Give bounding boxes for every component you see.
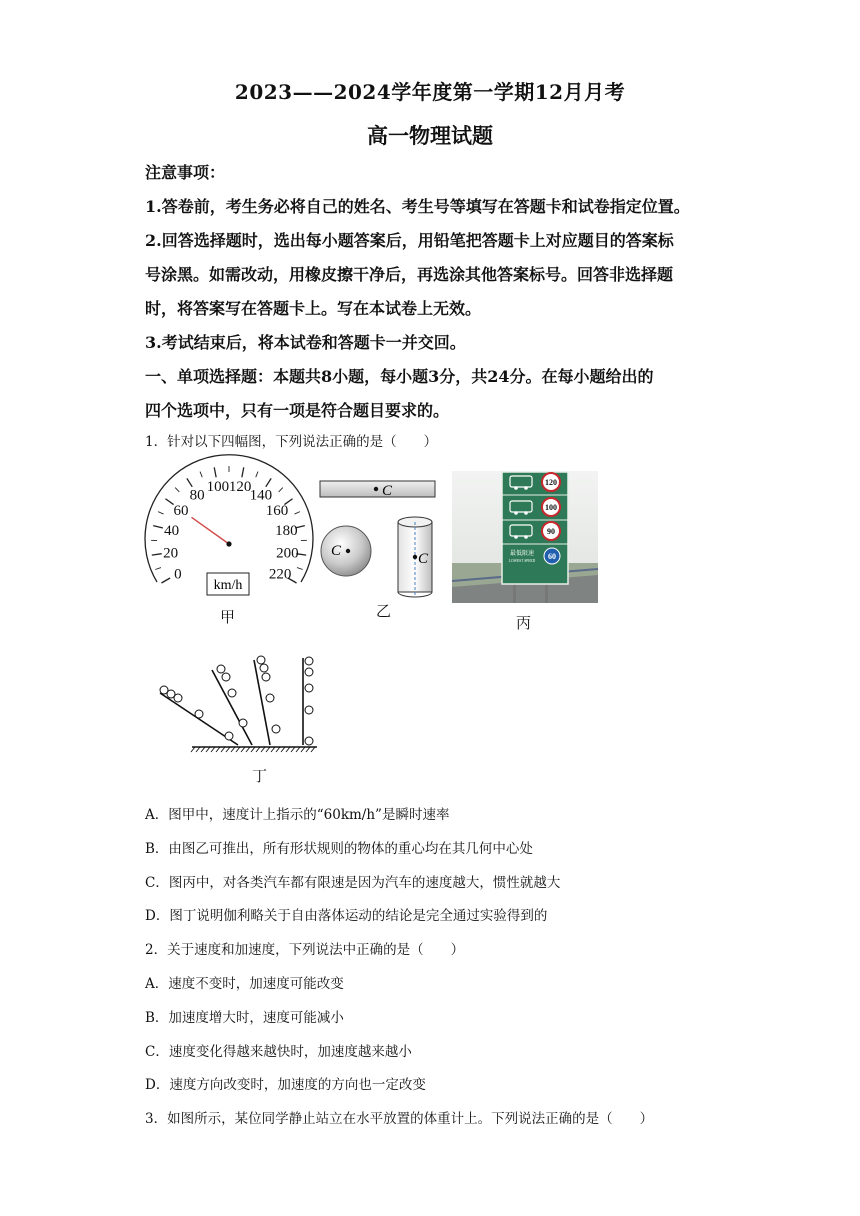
section-heading: 一、单项选择题：本题共8小题，每小题3分，共24分。在每小题给出的	[145, 367, 654, 386]
speedometer-tick	[175, 488, 179, 492]
speedometer-tick-label: 220	[268, 566, 292, 583]
speedometer-tick-label: 120	[228, 479, 252, 496]
center-of-gravity-figure	[318, 478, 448, 618]
section-heading-cont: 四个选项中，只有一项是符合题目要求的。	[145, 401, 450, 420]
speedometer-tick	[200, 472, 202, 478]
speedometer-unit-label: km/h	[213, 578, 243, 593]
sphere-center-dot	[346, 549, 350, 553]
speedometer-hub	[226, 541, 231, 546]
question-3-stem: 3．如图所示，某位同学静止站立在水平放置的体重计上。下列说法正确的是（ ）	[145, 1111, 654, 1127]
inclined-plane-figure	[155, 655, 325, 755]
speedometer-tick	[294, 512, 299, 514]
speedometer-tick	[158, 512, 163, 514]
car-wheel-icon	[524, 486, 528, 490]
question-2-option-a: A．速度不变时，加速度可能改变	[145, 976, 344, 992]
speedometer-tick	[256, 472, 258, 478]
speedometer-tick	[214, 467, 216, 477]
sphere-center-label: C	[331, 543, 342, 559]
speedometer-tick-label: 40	[164, 523, 180, 540]
question-1-stem: 1．针对以下四幅图，下列说法正确的是（ ）	[145, 434, 438, 450]
question-1-option-a: A．图甲中，速度计上指示的“60km/h”是瞬时速率	[145, 807, 450, 823]
sign-min-speed-subtext: LOWEST SPEED	[508, 559, 536, 563]
cylinder-center-label: C	[418, 551, 429, 567]
speed-limit-value: 90	[547, 527, 555, 536]
speedometer-tick-label: 80	[189, 487, 205, 504]
figure-ding-caption: 丁	[252, 767, 268, 785]
bar-center-label: C	[382, 483, 393, 499]
speedometer-tick-label: 200	[276, 545, 299, 562]
balls-incline-1	[160, 686, 233, 740]
speedometer-tick	[153, 526, 163, 528]
speedometer-tick	[297, 568, 303, 570]
speedometer-tick-label: 60	[173, 502, 189, 519]
speedometer-tick	[155, 568, 161, 570]
cylinder-center-dot	[413, 555, 417, 559]
sign-min-speed-text: 最低限速	[509, 551, 535, 557]
speedometer-tick	[152, 554, 162, 555]
notice-item-3: 3.考试结束后，将本试卷和答题卡一并交回。	[145, 333, 466, 352]
bus-wheel-icon	[524, 511, 528, 515]
question-2-option-c: C．速度变化得越来越快时，加速度越来越小	[145, 1044, 412, 1060]
truck-wheel-icon	[524, 535, 528, 539]
notice-heading: 注意事项：	[145, 163, 226, 182]
speedometer-tick-label: 100	[206, 479, 230, 496]
speedometer-tick-labels	[163, 479, 299, 582]
min-speed-value: 60	[548, 552, 556, 561]
car-wheel-icon	[514, 486, 518, 490]
truck-wheel-icon	[514, 535, 518, 539]
question-1-option-c: C．图丙中，对各类汽车都有限速是因为汽车的速度越大，惯性就越大	[145, 875, 561, 891]
sign-post-right	[545, 583, 548, 603]
speedometer-tick-label: 140	[249, 487, 273, 504]
speedometer-tick	[165, 499, 173, 505]
bus-wheel-icon	[514, 511, 518, 515]
question-2-option-d: D．速度方向改变时，加速度的方向也一定改变	[145, 1077, 426, 1093]
incline-3	[254, 660, 270, 745]
question-2-option-b: B．加速度增大时，速度可能减小	[145, 1010, 344, 1026]
exam-title: 2023——2024学年度第一学期12月月考	[234, 80, 626, 104]
speedometer-tick-label: 160	[265, 502, 289, 519]
figure-jia-caption: 甲	[220, 608, 236, 626]
sign-post-left	[513, 583, 516, 603]
question-2-stem: 2．关于速度和加速度，下列说法中正确的是（ ）	[145, 942, 465, 958]
speedometer-tick	[279, 488, 283, 492]
speed-limit-value: 100	[545, 503, 557, 512]
speedometer-tick-label: 20	[163, 545, 179, 562]
figure-yi-caption: 乙	[376, 602, 392, 620]
notice-item-1: 1.答卷前，考生务必将自己的姓名、考生号等填写在答题卡和试卷指定位置。	[145, 197, 690, 216]
balls-incline-2	[217, 665, 247, 727]
bar-center-dot	[374, 487, 378, 491]
speedometer-tick-label: 0	[174, 566, 182, 583]
speedometer-tick	[266, 478, 271, 486]
notice-item-2: 2.回答选择题时，选出每小题答案后，用铅笔把答题卡上对应题目的答案标	[145, 231, 674, 250]
speedometer-tick	[242, 467, 244, 477]
speedometer-tick	[161, 578, 170, 583]
speedometer-tick	[187, 478, 192, 486]
balls-incline-4	[305, 657, 313, 745]
speedometer-needle	[192, 517, 229, 544]
speedometer-figure	[145, 470, 315, 600]
notice-item-2-cont: 号涂黑。如需改动，用橡皮擦干净后，再选涂其他答案标号。回答非选择题	[145, 265, 674, 284]
exam-subtitle: 高一物理试题	[367, 123, 493, 148]
notice-item-2-end: 时，将答案写在答题卡上。写在本试卷上无效。	[145, 299, 482, 318]
speed-limit-value: 120	[545, 478, 557, 487]
speedometer-tick-label: 180	[275, 523, 298, 540]
question-1-option-b: B．由图乙可推出，所有形状规则的物体的重心均在其几何中心处	[145, 841, 533, 857]
question-1-option-d: D．图丁说明伽利略关于自由落体运动的结论是完全通过实验得到的	[145, 908, 548, 924]
figure-bing-caption: 丙	[516, 614, 532, 632]
speed-limit-sign-photo	[452, 471, 598, 603]
